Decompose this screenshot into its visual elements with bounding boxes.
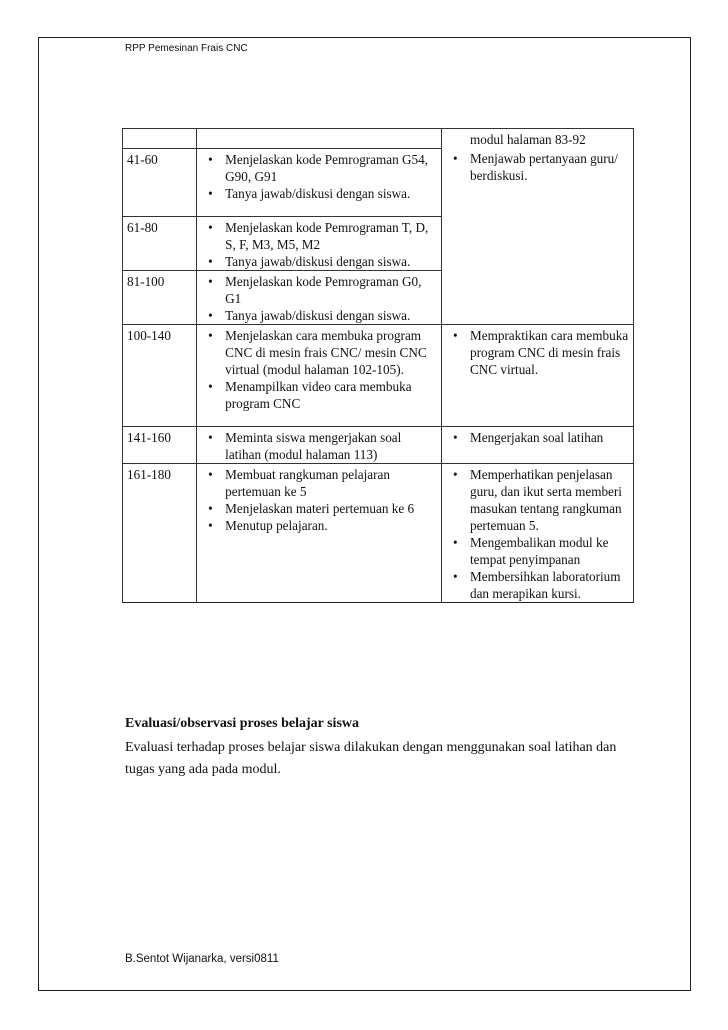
time-cell: 41-60 [123,148,197,216]
table-row [123,324,634,426]
list-item: • Membuat rangkuman pelajaran pertemuan ke 5 [201,466,439,500]
time-cell: 100-140 [123,324,197,426]
page-footer: B.Sentot Wijanarka, versi0811 [125,953,279,965]
time-cell: 141-160 [123,426,197,463]
list-item: • Mengerjakan soal latihan [446,429,631,446]
time-cell: 81-100 [123,270,197,324]
list-item: • Mengembalikan modul ke tempat penyimpanan [446,534,631,568]
list-item: • Tanya jawab/diskusi dengan siswa. [201,253,439,270]
list-item: • Menjelaskan kode Pemrograman G0, G1 [201,273,439,307]
student-activity-cell [441,148,633,324]
table-row [123,426,634,463]
teacher-activity-cell [197,216,442,270]
table-row-continuation [123,129,634,149]
teacher-activity-cell [197,270,442,324]
evaluation-heading: Evaluasi/observasi proses belajar siswa [125,716,360,731]
list-item: • Menutup pelajaran. [201,517,439,534]
table-row [123,463,634,602]
page-header: RPP Pemesinan Frais CNC [125,43,248,54]
teacher-activity-cell [197,463,442,602]
list-item: • Tanya jawab/diskusi dengan siswa. [201,307,439,324]
continuation-text: modul halaman 83-92 [469,132,586,147]
teacher-activity-cell [197,426,442,463]
time-cell: 161-180 [123,463,197,602]
table-row [123,148,634,216]
student-activity-cell [441,426,633,463]
list-item: • Menjelaskan kode Pemrograman T, D, S, F, M3, M5, M2 [201,219,439,253]
list-item: • Menjelaskan cara membuka program CNC di mesin frais CNC/ mesin CNC virtual (modul halaman 102-105). [201,327,439,378]
evaluation-paragraph: Evaluasi terhadap proses belajar siswa dilakukan dengan menggunakan soal latihan dan tugas yang ada pada modul. [125,740,617,777]
teacher-activity-cell [197,148,442,216]
student-activity-cell [441,463,633,602]
list-item: • Membersihkan laboratorium dan merapikan kursi. [446,568,631,602]
teacher-activity-cell [197,324,442,426]
list-item: • Tanya jawab/diskusi dengan siswa. [201,185,439,202]
list-item: • Menjawab pertanyaan guru/ berdiskusi. [446,150,631,184]
student-activity-cell [441,324,633,426]
list-item: • Mempraktikan cara membuka program CNC di mesin frais CNC virtual. [446,327,631,378]
lesson-plan-table [122,128,634,603]
time-cell: 61-80 [123,216,197,270]
list-item: • Menjelaskan kode Pemrograman G54, G90, G91 [201,151,439,185]
list-item: • Meminta siswa mengerjakan soal latihan (modul halaman 113) [201,429,439,463]
list-item: • Menjelaskan materi pertemuan ke 6 [201,500,439,517]
list-item: • Memperhatikan penjelasan guru, dan ikut serta memberi masukan tentang rangkuman pertemuan 5. [446,466,631,534]
list-item: • Menampilkan video cara membuka program CNC [201,378,439,412]
